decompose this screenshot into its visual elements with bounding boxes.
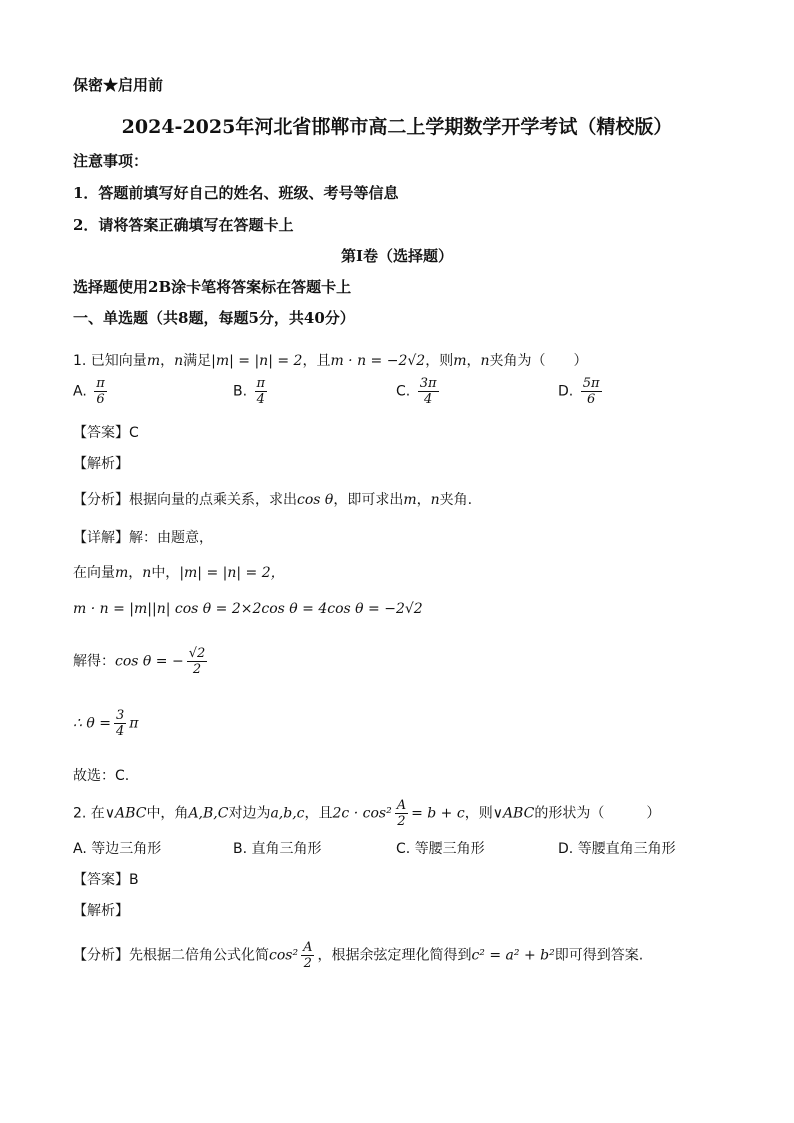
q1-stem-b: 满足: [183, 353, 212, 369]
q2-stem-a: 2. 在: [73, 805, 105, 822]
vec-m: m: [453, 353, 467, 369]
q1-choose: 故选：C.: [73, 768, 130, 784]
q2-angles: A,B,C: [188, 805, 229, 822]
q1-stem-e: 夹角为（ ）: [489, 353, 588, 369]
q1-option-b: [233, 376, 270, 407]
answer-value: C: [129, 425, 139, 441]
option-text: 等腰直角三角形: [577, 841, 676, 857]
vec-n: n: [142, 565, 152, 581]
option-num: π: [256, 376, 266, 391]
q1-cond2: m · n = −2√2: [330, 353, 426, 369]
q2-eq-num: A: [396, 798, 407, 813]
q2-stem-b: 中，角: [146, 805, 189, 822]
confidential-label: 保密★启用前: [73, 76, 164, 94]
q2-stem: [73, 798, 660, 829]
option-label: C.: [396, 841, 411, 857]
option-num: 3π: [419, 376, 437, 391]
q2-answer: [73, 869, 139, 889]
q2-analysis-tag: 【解析】: [73, 903, 129, 919]
q2-stem-d: ，且: [304, 805, 333, 822]
option-num: π: [96, 376, 105, 391]
fenxi-den: 2: [303, 956, 312, 971]
vec-n: n: [480, 353, 490, 369]
fenxi-text-a: 根据向量的点乘关系，求出: [129, 492, 297, 508]
q2-fenxi: [73, 940, 643, 971]
option-label: C.: [396, 383, 411, 400]
solve-den: 2: [192, 662, 202, 677]
option-den: 6: [96, 392, 105, 407]
vec-n: n: [174, 353, 184, 369]
fenxi-text-a: 先根据二倍角公式化简: [129, 947, 269, 964]
therefore-num: 3: [115, 708, 125, 723]
detail-text-a: 解：由题意，: [129, 530, 213, 546]
fenxi-tag: 【分析】: [73, 492, 129, 508]
q1-stem: 1. 已知向量m，n满足|m| = |n| = 2，且m · n = −2√2，则m，n夹角为（ ）: [73, 353, 588, 369]
q1-stem-c: ，且: [302, 353, 331, 369]
q2-eq-lhs: 2c · cos²: [332, 805, 392, 822]
q2-tri: ∨ABC: [104, 805, 147, 822]
option-label: D.: [558, 841, 574, 857]
therefore-pi: π: [129, 715, 139, 732]
option-text: 等腰三角形: [414, 841, 485, 857]
answer-tag: 【答案】: [73, 872, 129, 888]
solve-num: √2: [188, 646, 206, 661]
q1-therefore: [73, 708, 138, 739]
q1-detail-line2: 在向量m，n中，|m| = |n| = 2，: [73, 565, 285, 581]
q2-eq-rhs: = b + c: [411, 805, 465, 822]
therefore-den: 4: [115, 724, 125, 739]
q1-option-c: [396, 376, 442, 407]
therefore-lhs: ∴ θ =: [73, 715, 111, 732]
answer-value: B: [129, 872, 139, 888]
vec-m: m: [146, 353, 161, 369]
fenxi-text-b: ，即可求出: [333, 492, 404, 508]
solve-label: 解得：: [73, 653, 115, 670]
section-heading: 一、单选题（共8题，每题5分，共40分）: [73, 309, 355, 327]
q1-eq1: m · n = |m||n| cos θ = 2×2cos θ = 4cos θ = −2√2: [73, 601, 423, 617]
option-text: 等边三角形: [91, 841, 162, 857]
q1-analysis-tag: 【解析】: [73, 456, 129, 472]
q2-sides: a,b,c: [270, 805, 305, 822]
fenxi-num: A: [303, 940, 313, 955]
vec-m: m: [115, 565, 129, 581]
option-label: D.: [558, 383, 574, 400]
option-num: 5π: [582, 376, 600, 391]
q1-detail: [73, 527, 213, 547]
option-den: 4: [423, 392, 433, 407]
page-title: 2024-2025年河北省邯郸市高二上学期数学开学考试（精校版）: [121, 116, 673, 138]
vec-n: n: [430, 492, 440, 508]
option-label: B.: [233, 383, 248, 400]
fenxi-text-c: 夹角.: [439, 492, 473, 508]
q1-option-d: [558, 376, 605, 407]
q1-answer: [73, 422, 139, 442]
option-den: 4: [256, 392, 265, 407]
solve-lhs: cos θ = −: [115, 653, 184, 670]
part1-heading: 第I卷（选择题）: [340, 247, 454, 265]
option-text: 直角三角形: [251, 841, 322, 857]
answer-tag: 【答案】: [73, 425, 129, 441]
fenxi-cos: cos²: [269, 947, 299, 964]
q1-stem-a: 1. 已知向量: [73, 353, 147, 369]
q2-stem-e: ，则: [464, 805, 493, 822]
detail-text-b: 在向量: [73, 565, 115, 581]
fenxi-eq: c² = a² + b²: [471, 947, 555, 964]
part1-instruction: 选择题使用2B涂卡笔将答案标在答题卡上: [73, 278, 352, 296]
detail-cond: |m| = |n| = 2，: [179, 565, 285, 581]
q2-tri: ∨ABC: [492, 805, 535, 822]
q1-fenxi: 【分析】根据向量的点乘关系，求出cos θ，即可求出m，n夹角.: [73, 492, 473, 508]
notes-heading: 注意事项：: [73, 152, 149, 170]
detail-tag: 【详解】: [73, 530, 129, 546]
q1-solve: [73, 646, 210, 677]
option-label: B.: [233, 841, 248, 857]
option-label: A.: [73, 383, 87, 400]
q1-cond1: |m| = |n| = 2: [211, 353, 303, 369]
q2-stem-f: 的形状为（ ）: [534, 805, 661, 822]
fenxi-tag: 【分析】: [73, 947, 129, 964]
note-item-1: 1．答题前填写好自己的姓名、班级、考号等信息: [73, 184, 399, 202]
q2-option-c: [396, 838, 485, 858]
note-item-2: 2．请将答案正确填写在答题卡上: [73, 216, 294, 234]
q1-option-a: [73, 376, 110, 407]
q2-option-a: [73, 838, 161, 858]
q2-eq-den: 2: [397, 814, 406, 829]
q1-stem-d: ，则: [425, 353, 454, 369]
option-den: 6: [586, 392, 596, 407]
fenxi-text-c: 即可得到答案.: [554, 947, 644, 964]
q2-option-b: [233, 838, 322, 858]
fenxi-cos: cos θ: [297, 492, 334, 508]
fenxi-text-b: ，根据余弦定理化简得到: [317, 947, 472, 964]
vec-m: m: [403, 492, 417, 508]
option-label: A.: [73, 841, 87, 857]
q2-stem-c: 对边为: [228, 805, 271, 822]
detail-text-c: 中，: [151, 565, 180, 581]
q2-option-d: [558, 838, 676, 858]
